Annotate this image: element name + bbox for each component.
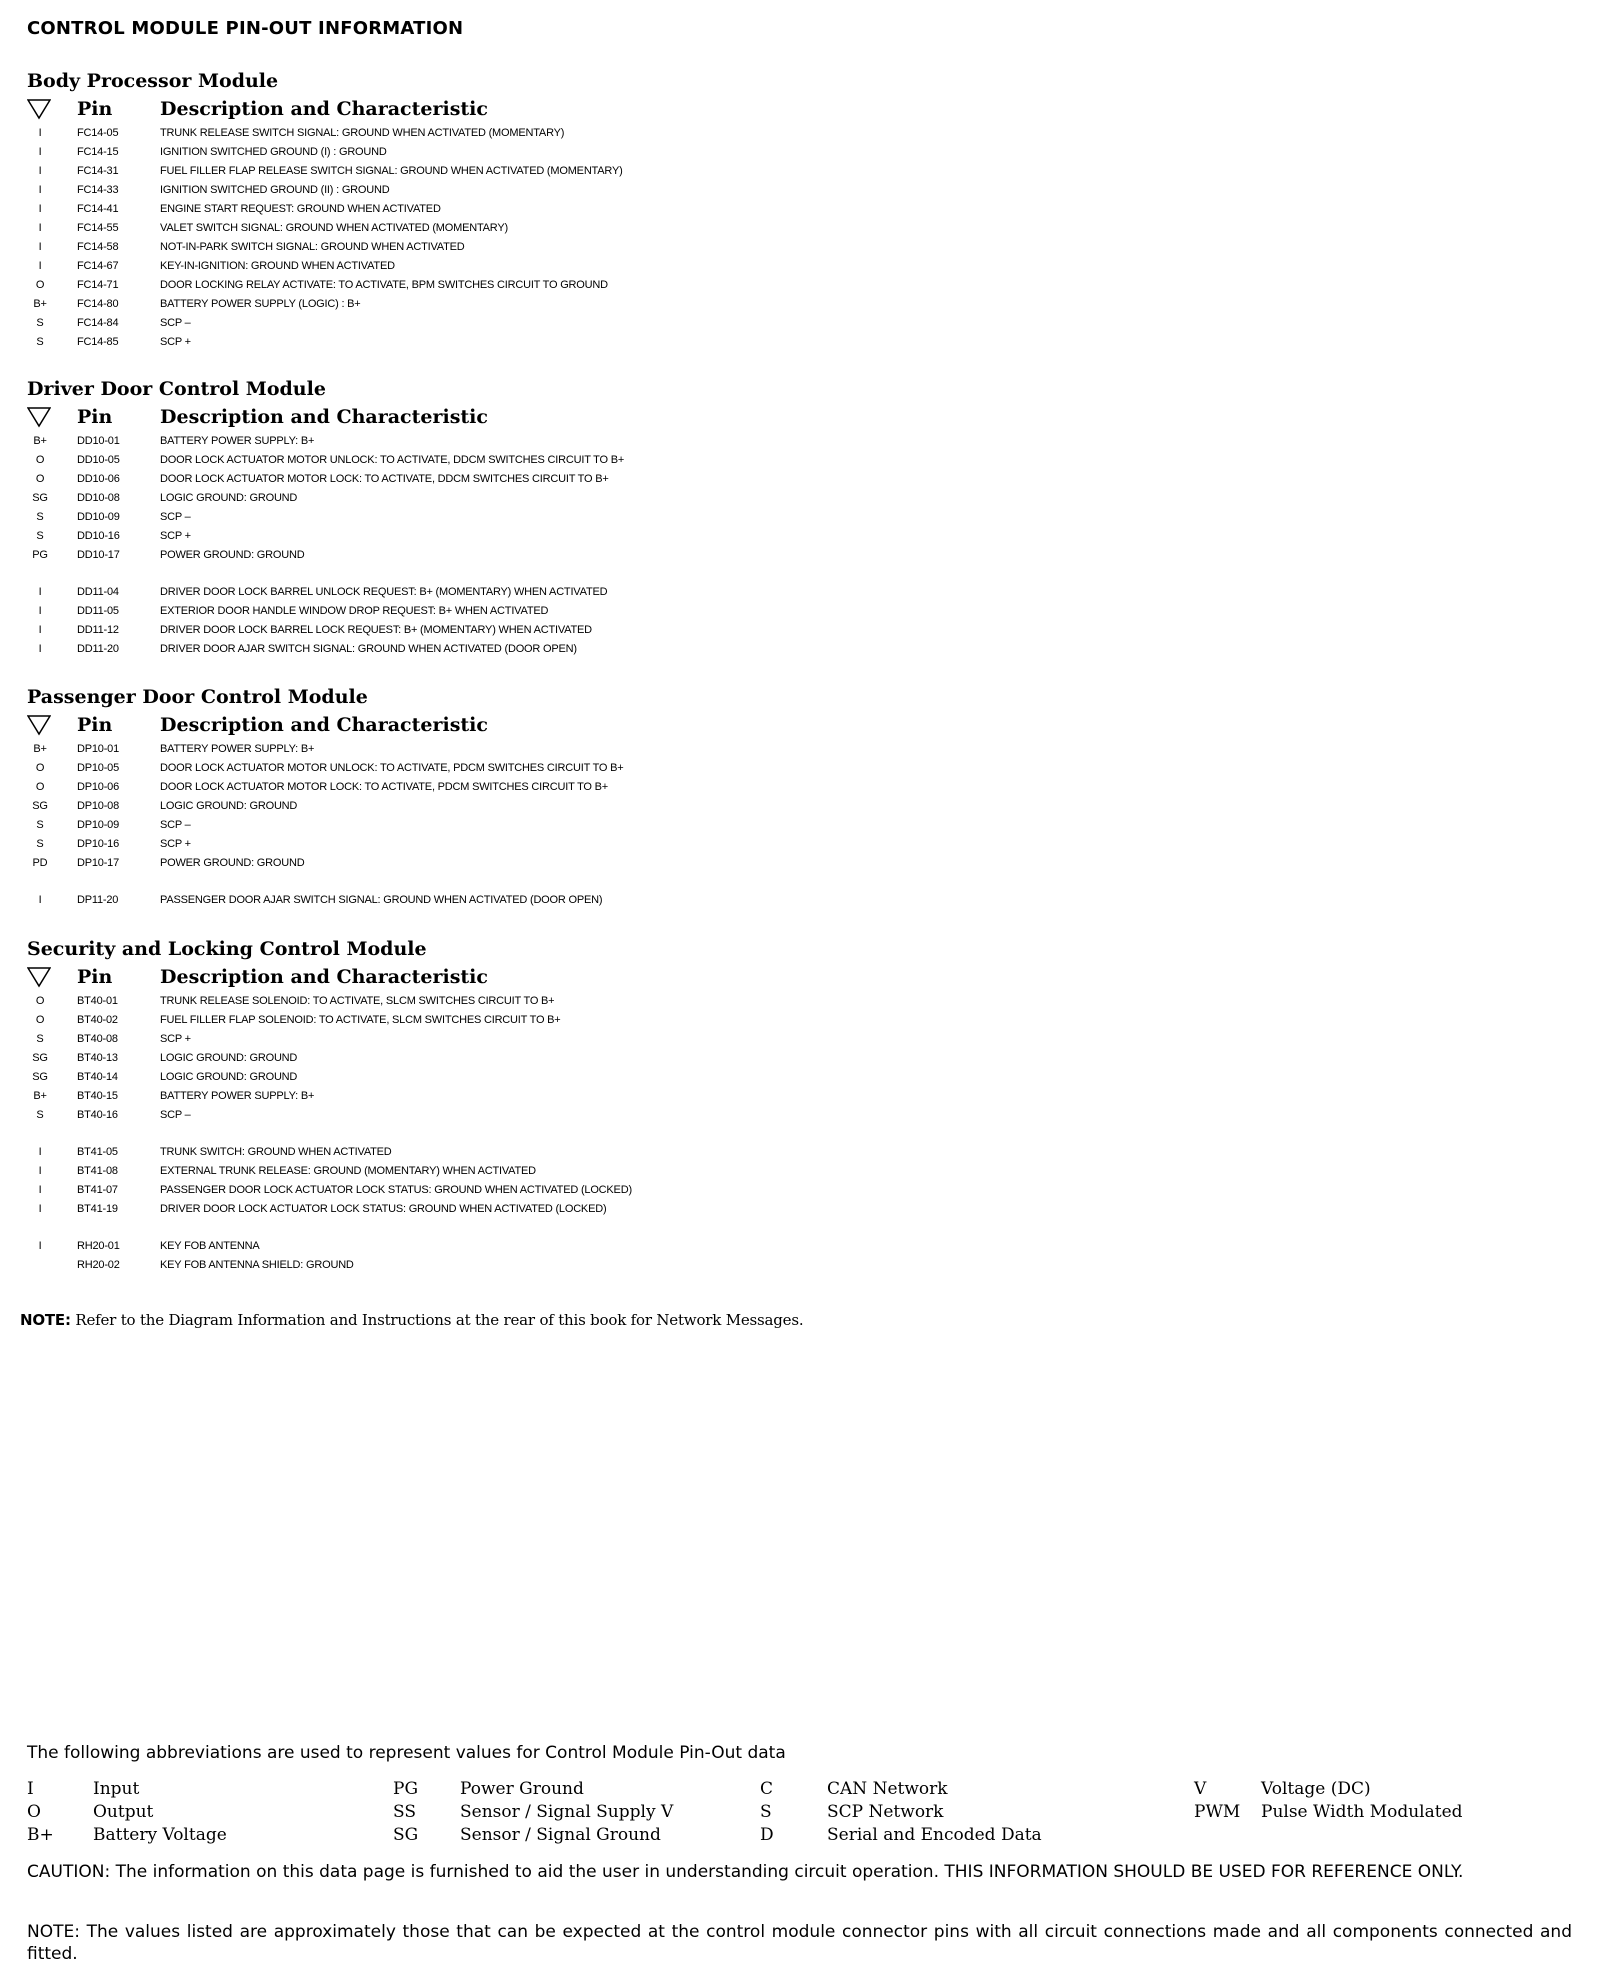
pin-row xyxy=(27,200,1227,219)
pin-description: FUEL FILLER FLAP SOLENOID: TO ACTIVATE, SLCM SWITCHES CIRCUIT TO B+ xyxy=(160,1014,561,1026)
pin-type: I xyxy=(38,586,42,598)
pin-id: BT40-15 xyxy=(77,1090,118,1102)
pin-id: BT41-08 xyxy=(77,1165,118,1177)
pin-description: TRUNK SWITCH: GROUND WHEN ACTIVATED xyxy=(160,1146,392,1158)
abbreviation-code: PWM xyxy=(1194,1802,1241,1822)
pin-id: DD11-12 xyxy=(77,624,119,636)
pin-row xyxy=(27,1011,1227,1030)
pin-type: O xyxy=(35,781,45,793)
column-header xyxy=(27,712,1227,740)
pin-header: Pin xyxy=(77,714,113,736)
pin-description: SCP + xyxy=(160,336,191,348)
column-header xyxy=(27,964,1227,992)
pin-type: SG xyxy=(32,800,48,812)
pin-id: DD10-08 xyxy=(77,492,120,504)
abbreviation-code: I xyxy=(27,1779,34,1799)
pin-description: ENGINE START REQUEST: GROUND WHEN ACTIVATED xyxy=(160,203,441,215)
pin-type: PD xyxy=(32,857,48,869)
pin-row xyxy=(27,583,1227,602)
pin-type: O xyxy=(35,995,45,1007)
network-note xyxy=(20,1311,803,1329)
module-title: Body Processor Module xyxy=(27,70,279,92)
pin-id: DP10-09 xyxy=(77,819,120,831)
pin-row xyxy=(27,854,1227,873)
pin-id: DD10-17 xyxy=(77,549,120,561)
pin-row xyxy=(27,295,1227,314)
abbreviation-meaning: Input xyxy=(93,1779,140,1799)
pin-row xyxy=(27,489,1227,508)
pin-type: S xyxy=(36,511,44,523)
description-header: Description and Characteristic xyxy=(160,966,488,988)
pin-id: DP10-16 xyxy=(77,838,120,850)
pin-type: S xyxy=(36,336,44,348)
pin-type: SG xyxy=(32,1052,48,1064)
pin-id: FC14-85 xyxy=(77,336,119,348)
pin-id: FC14-05 xyxy=(77,127,119,139)
pin-row xyxy=(27,238,1227,257)
pin-row xyxy=(27,1143,1227,1162)
abbreviation-meaning: Sensor / Signal Supply V xyxy=(460,1802,674,1822)
pin-type: S xyxy=(36,819,44,831)
pin-row xyxy=(27,527,1227,546)
pin-description: LOGIC GROUND: GROUND xyxy=(160,800,298,812)
column-header xyxy=(27,96,1227,124)
abbreviation-meaning: SCP Network xyxy=(827,1802,944,1822)
values-note: NOTE: The values listed are approximately those that can be expected at the control module connector pins with all circuit connections made and all components connected and fitted. xyxy=(27,1922,1572,1964)
pin-row xyxy=(27,891,1227,910)
pin-id: BT40-02 xyxy=(77,1014,118,1026)
pin-description: TRUNK RELEASE SWITCH SIGNAL: GROUND WHEN ACTIVATED (MOMENTARY) xyxy=(160,127,565,139)
pin-type: S xyxy=(36,530,44,542)
page-title: CONTROL MODULE PIN-OUT INFORMATION xyxy=(27,18,464,39)
pin-type: I xyxy=(38,184,42,196)
pin-description: IGNITION SWITCHED GROUND (II) : GROUND xyxy=(160,184,390,196)
pin-description: IGNITION SWITCHED GROUND (I) : GROUND xyxy=(160,146,387,158)
pin-header: Pin xyxy=(77,966,113,988)
module-section xyxy=(27,936,1227,1275)
pin-id: BT40-13 xyxy=(77,1052,118,1064)
abbreviation-meaning: CAN Network xyxy=(827,1779,948,1799)
abbreviation-code: SS xyxy=(393,1802,416,1822)
abbreviation-code: SG xyxy=(393,1825,419,1845)
note-text: Refer to the Diagram Information and Instructions at the rear of this book for Network Messages. xyxy=(75,1311,804,1329)
pin-description: DOOR LOCK ACTUATOR MOTOR LOCK: TO ACTIVATE, PDCM SWITCHES CIRCUIT TO B+ xyxy=(160,781,608,793)
pin-id: BT40-01 xyxy=(77,995,118,1007)
pin-row xyxy=(27,219,1227,238)
pin-description: EXTERNAL TRUNK RELEASE: GROUND (MOMENTARY) WHEN ACTIVATED xyxy=(160,1165,536,1177)
pin-row xyxy=(27,181,1227,200)
pin-row xyxy=(27,451,1227,470)
pin-id: DD11-20 xyxy=(77,643,119,655)
pin-row xyxy=(27,333,1227,352)
pin-description: LOGIC GROUND: GROUND xyxy=(160,1071,298,1083)
pin-description: PASSENGER DOOR AJAR SWITCH SIGNAL: GROUND WHEN ACTIVATED (DOOR OPEN) xyxy=(160,894,603,906)
pin-type: PG xyxy=(32,549,48,561)
description-header: Description and Characteristic xyxy=(160,98,488,120)
pin-type: I xyxy=(38,165,42,177)
pin-id: BT40-14 xyxy=(77,1071,118,1083)
pin-description: POWER GROUND: GROUND xyxy=(160,857,305,869)
pin-id: FC14-67 xyxy=(77,260,119,272)
triangle-down-icon xyxy=(27,966,51,988)
pin-id: DP10-01 xyxy=(77,743,120,755)
pin-row xyxy=(27,546,1227,565)
pin-row xyxy=(27,143,1227,162)
module-section xyxy=(27,684,1227,910)
abbreviation-code: C xyxy=(760,1779,774,1799)
column-header xyxy=(27,404,1227,432)
pin-id: DP10-06 xyxy=(77,781,120,793)
pin-id: DD10-01 xyxy=(77,435,120,447)
pin-type: I xyxy=(38,127,42,139)
abbreviation-meaning: Voltage (DC) xyxy=(1261,1779,1371,1799)
pin-id: DD10-09 xyxy=(77,511,120,523)
pin-description: SCP – xyxy=(160,819,191,831)
row-spacer xyxy=(27,873,1227,891)
pin-type: S xyxy=(36,1033,44,1045)
pin-row xyxy=(27,508,1227,527)
pin-row xyxy=(27,640,1227,659)
pin-id: BT41-07 xyxy=(77,1184,118,1196)
pin-row xyxy=(27,162,1227,181)
pin-row xyxy=(27,1106,1227,1125)
pin-type: I xyxy=(38,260,42,272)
pin-type: I xyxy=(38,894,42,906)
pin-id: DP10-08 xyxy=(77,800,120,812)
pin-type: O xyxy=(35,279,45,291)
pin-id: DP10-17 xyxy=(77,857,120,869)
pin-description: TRUNK RELEASE SOLENOID: TO ACTIVATE, SLCM SWITCHES CIRCUIT TO B+ xyxy=(160,995,555,1007)
pin-description: FUEL FILLER FLAP RELEASE SWITCH SIGNAL: GROUND WHEN ACTIVATED (MOMENTARY) xyxy=(160,165,623,177)
module-title: Driver Door Control Module xyxy=(27,378,326,400)
pin-type: I xyxy=(38,1240,42,1252)
abbreviations-intro: The following abbreviations are used to represent values for Control Module Pin-Out data xyxy=(27,1743,786,1763)
pin-description: BATTERY POWER SUPPLY: B+ xyxy=(160,1090,315,1102)
pin-row xyxy=(27,621,1227,640)
pin-row xyxy=(27,1087,1227,1106)
pin-id: FC14-41 xyxy=(77,203,119,215)
abbreviation-meaning: Serial and Encoded Data xyxy=(827,1825,1042,1845)
pin-row xyxy=(27,124,1227,143)
pin-row xyxy=(27,1068,1227,1087)
pin-id: DD10-06 xyxy=(77,473,120,485)
triangle-down-icon xyxy=(27,406,51,428)
pin-description: BATTERY POWER SUPPLY: B+ xyxy=(160,435,315,447)
pin-description: BATTERY POWER SUPPLY: B+ xyxy=(160,743,315,755)
triangle-down-icon xyxy=(27,714,51,736)
pin-id: FC14-31 xyxy=(77,165,119,177)
pin-row xyxy=(27,1030,1227,1049)
pin-description: PASSENGER DOOR LOCK ACTUATOR LOCK STATUS: GROUND WHEN ACTIVATED (LOCKED) xyxy=(160,1184,632,1196)
pin-type: SG xyxy=(32,1071,48,1083)
row-spacer xyxy=(27,1219,1227,1237)
pin-type: I xyxy=(38,203,42,215)
pin-row xyxy=(27,778,1227,797)
abbreviation-meaning: Battery Voltage xyxy=(93,1825,227,1845)
pin-description: SCP + xyxy=(160,838,191,850)
pin-description: NOT-IN-PARK SWITCH SIGNAL: GROUND WHEN ACTIVATED xyxy=(160,241,465,253)
pin-row xyxy=(27,1162,1227,1181)
pin-row xyxy=(27,835,1227,854)
pin-id: DP10-05 xyxy=(77,762,120,774)
pin-description: SCP + xyxy=(160,1033,191,1045)
pin-row xyxy=(27,816,1227,835)
pin-id: FC14-84 xyxy=(77,317,119,329)
pin-type: B+ xyxy=(33,298,47,310)
module-section xyxy=(27,68,1227,352)
pin-description: DRIVER DOOR AJAR SWITCH SIGNAL: GROUND WHEN ACTIVATED (DOOR OPEN) xyxy=(160,643,577,655)
pin-type: I xyxy=(38,1146,42,1158)
abbreviation-code: V xyxy=(1194,1779,1207,1799)
pin-description: DOOR LOCK ACTUATOR MOTOR LOCK: TO ACTIVATE, DDCM SWITCHES CIRCUIT TO B+ xyxy=(160,473,609,485)
module-section xyxy=(27,376,1227,659)
pin-description: BATTERY POWER SUPPLY (LOGIC) : B+ xyxy=(160,298,361,310)
triangle-down-icon xyxy=(27,98,51,120)
caution-text: CAUTION: The information on this data page is furnished to aid the user in understanding circuit operation. THIS INFORMATION SHOULD BE USED FOR REFERENCE ONLY. xyxy=(27,1862,1464,1882)
pin-description: LOGIC GROUND: GROUND xyxy=(160,1052,298,1064)
pin-id: DD11-05 xyxy=(77,605,119,617)
pin-id: DD11-04 xyxy=(77,586,119,598)
note-label: NOTE: xyxy=(20,1311,71,1329)
pin-row xyxy=(27,276,1227,295)
pin-type: I xyxy=(38,241,42,253)
pin-id: BT41-05 xyxy=(77,1146,118,1158)
pin-type: I xyxy=(38,605,42,617)
pin-type: S xyxy=(36,1109,44,1121)
pin-type: O xyxy=(35,473,45,485)
pin-description: POWER GROUND: GROUND xyxy=(160,549,305,561)
abbreviation-meaning: Sensor / Signal Ground xyxy=(460,1825,661,1845)
module-title: Passenger Door Control Module xyxy=(27,686,368,708)
pin-id: FC14-33 xyxy=(77,184,119,196)
pin-description: DOOR LOCKING RELAY ACTIVATE: TO ACTIVATE, BPM SWITCHES CIRCUIT TO GROUND xyxy=(160,279,608,291)
pin-description: SCP – xyxy=(160,317,191,329)
pin-id: FC14-80 xyxy=(77,298,119,310)
pin-type: B+ xyxy=(33,435,47,447)
abbreviation-meaning: Power Ground xyxy=(460,1779,584,1799)
pin-row xyxy=(27,759,1227,778)
pin-row xyxy=(27,1237,1227,1256)
pin-type: I xyxy=(38,624,42,636)
pin-type: S xyxy=(36,317,44,329)
pin-type: B+ xyxy=(33,1090,47,1102)
pin-id: BT40-16 xyxy=(77,1109,118,1121)
module-title: Security and Locking Control Module xyxy=(27,938,427,960)
abbreviation-meaning: Pulse Width Modulated xyxy=(1261,1802,1463,1822)
pin-id: DP11-20 xyxy=(77,894,119,906)
abbreviation-code: PG xyxy=(393,1779,419,1799)
pin-type: O xyxy=(35,1014,45,1026)
pin-id: RH20-01 xyxy=(77,1240,120,1252)
pin-type: S xyxy=(36,838,44,850)
pin-header: Pin xyxy=(77,98,113,120)
pin-type: O xyxy=(35,762,45,774)
abbreviation-meaning: Output xyxy=(93,1802,154,1822)
row-spacer xyxy=(27,1125,1227,1143)
pin-description: LOGIC GROUND: GROUND xyxy=(160,492,298,504)
pin-description: VALET SWITCH SIGNAL: GROUND WHEN ACTIVATED (MOMENTARY) xyxy=(160,222,508,234)
description-header: Description and Characteristic xyxy=(160,714,488,736)
pin-description: EXTERIOR DOOR HANDLE WINDOW DROP REQUEST: B+ WHEN ACTIVATED xyxy=(160,605,549,617)
pin-id: FC14-55 xyxy=(77,222,119,234)
abbreviation-code: S xyxy=(760,1802,772,1822)
abbreviation-code: D xyxy=(760,1825,774,1845)
pin-description: KEY-IN-IGNITION: GROUND WHEN ACTIVATED xyxy=(160,260,395,272)
pin-id: FC14-71 xyxy=(77,279,119,291)
pin-description: SCP – xyxy=(160,1109,191,1121)
pin-description: DRIVER DOOR LOCK BARREL LOCK REQUEST: B+ (MOMENTARY) WHEN ACTIVATED xyxy=(160,624,592,636)
pin-description: SCP + xyxy=(160,530,191,542)
pin-type: SG xyxy=(32,492,48,504)
pin-description: KEY FOB ANTENNA SHIELD: GROUND xyxy=(160,1259,354,1271)
pin-row xyxy=(27,1200,1227,1219)
pin-row xyxy=(27,992,1227,1011)
pin-type: B+ xyxy=(33,743,47,755)
pin-type: I xyxy=(38,643,42,655)
description-header: Description and Characteristic xyxy=(160,406,488,428)
pin-id: DD10-16 xyxy=(77,530,120,542)
pin-id: DD10-05 xyxy=(77,454,120,466)
pin-header: Pin xyxy=(77,406,113,428)
row-spacer xyxy=(27,565,1227,583)
pin-description: DRIVER DOOR LOCK ACTUATOR LOCK STATUS: GROUND WHEN ACTIVATED (LOCKED) xyxy=(160,1203,607,1215)
pin-type: I xyxy=(38,222,42,234)
pin-id: BT41-19 xyxy=(77,1203,118,1215)
pin-row xyxy=(27,1181,1227,1200)
abbreviation-code: O xyxy=(27,1802,41,1822)
pin-row xyxy=(27,602,1227,621)
pin-id: FC14-15 xyxy=(77,146,119,158)
pin-type: I xyxy=(38,146,42,158)
pin-row xyxy=(27,1256,1227,1275)
pin-type: O xyxy=(35,454,45,466)
abbreviation-code: B+ xyxy=(27,1825,54,1845)
pin-description: DOOR LOCK ACTUATOR MOTOR UNLOCK: TO ACTIVATE, DDCM SWITCHES CIRCUIT TO B+ xyxy=(160,454,625,466)
pin-description: SCP – xyxy=(160,511,191,523)
pin-id: BT40-08 xyxy=(77,1033,118,1045)
pin-description: DRIVER DOOR LOCK BARREL UNLOCK REQUEST: B+ (MOMENTARY) WHEN ACTIVATED xyxy=(160,586,608,598)
pin-type: I xyxy=(38,1165,42,1177)
pin-description: KEY FOB ANTENNA xyxy=(160,1240,260,1252)
pin-description: DOOR LOCK ACTUATOR MOTOR UNLOCK: TO ACTIVATE, PDCM SWITCHES CIRCUIT TO B+ xyxy=(160,762,624,774)
pin-row xyxy=(27,797,1227,816)
pin-row xyxy=(27,257,1227,276)
pin-type: I xyxy=(38,1184,42,1196)
pin-row xyxy=(27,432,1227,451)
pin-type: I xyxy=(38,1203,42,1215)
pin-id: FC14-58 xyxy=(77,241,119,253)
pin-row xyxy=(27,740,1227,759)
pin-row xyxy=(27,314,1227,333)
pin-id: RH20-02 xyxy=(77,1259,120,1271)
pin-row xyxy=(27,1049,1227,1068)
pin-row xyxy=(27,470,1227,489)
